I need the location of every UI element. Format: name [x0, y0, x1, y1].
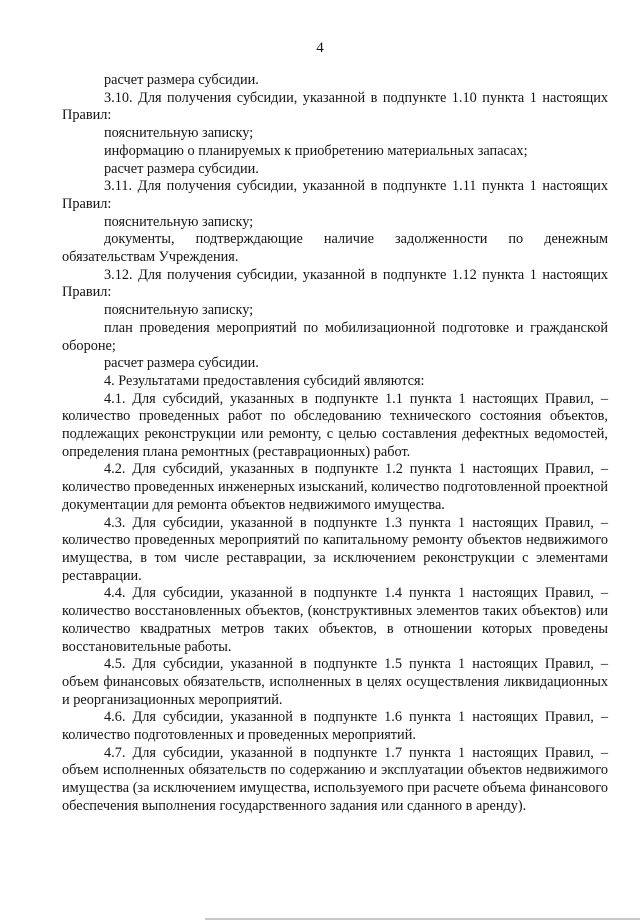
- paragraph: пояснительную записку;: [104, 213, 254, 230]
- paragraph: 4.6. Для субсидии, указанной в подпункте 1.6 пункта 1 настоящих Правил, – количество подготовленных и проведенных мероприятий.: [62, 709, 608, 744]
- paragraph: 4.4. Для субсидии, указанной в подпункте 1.4 пункта 1 настоящих Правил, – количество восстановленных объектов, (конструктивных элементов таких объектов) или количество квадратных метров таких объектов, в отношении которых проведены восстановительные работы.: [62, 585, 608, 655]
- paragraph: 3.10. Для получения субсидии, указанной в подпункте 1.10 пункта 1 настоящих Правил:: [62, 89, 608, 124]
- paragraph: документы, подтверждающие наличие задолженности по денежным обязательствам Учреждения.: [62, 231, 608, 266]
- paragraph: 4.5. Для субсидии, указанной в подпункте 1.5 пункта 1 настоящих Правил, – объем финансовых обязательств, исполненных в целях осуществления ликвидационных и реорганизационных мероприятий.: [62, 656, 608, 708]
- paragraph: расчет размера субсидии.: [104, 355, 259, 372]
- paragraph: расчет размера субсидии.: [104, 160, 259, 177]
- paragraph: план проведения мероприятий по мобилизационной подготовке и гражданской обороне;: [62, 319, 608, 354]
- paragraph: расчет размера субсидии.: [104, 72, 259, 88]
- paragraph: 3.12. Для получения субсидии, указанной в подпункте 1.12 пункта 1 настоящих Правил:: [62, 266, 608, 301]
- paragraph: 4.3. Для субсидии, указанной в подпункте 1.3 пункта 1 настоящих Правил, – количество проведенных мероприятий по капитальному ремонту объектов недвижимого имущества, в том числе реставрации, за исключением реконструкции с элементами реставрации.: [62, 514, 608, 584]
- paragraph: пояснительную записку;: [104, 302, 254, 319]
- paragraph: 4.1. Для субсидий, указанных в подпункте 1.1 пункта 1 настоящих Правил, – количество проведенных работ по обследованию технического состояния объектов, подлежащих реконструкции или ремонту, с целью составления дефектных ведомостей, определения плана ремонтных (реставрационных) работ.: [62, 390, 608, 460]
- paragraph: 4.2. Для субсидий, указанных в подпункте 1.2 пункта 1 настоящих Правил, – количество проведенных инженерных изысканий, количество подготовленной проектной документации для ремонта объектов недвижимого имущества.: [62, 461, 608, 513]
- document-body: [62, 72, 608, 816]
- paragraph: пояснительную записку;: [104, 125, 254, 142]
- paragraph: 3.11. Для получения субсидии, указанной в подпункте 1.11 пункта 1 настоящих Правил:: [62, 178, 608, 212]
- paragraph: информацию о планируемых к приобретению материальных запасах;: [104, 142, 528, 159]
- paragraph: 4. Результатами предоставления субсидий являются:: [104, 372, 425, 389]
- page-number: 4: [316, 40, 324, 56]
- paragraph: 4.7. Для субсидии, указанной в подпункте 1.7 пункта 1 настоящих Правил, – объем исполненных обязательств по содержанию и эксплуатации объектов недвижимого имущества (за исключением имущества, используемого при расчете объема финансового обеспечения выполнения государственного задания или сданного в аренду).: [62, 744, 608, 814]
